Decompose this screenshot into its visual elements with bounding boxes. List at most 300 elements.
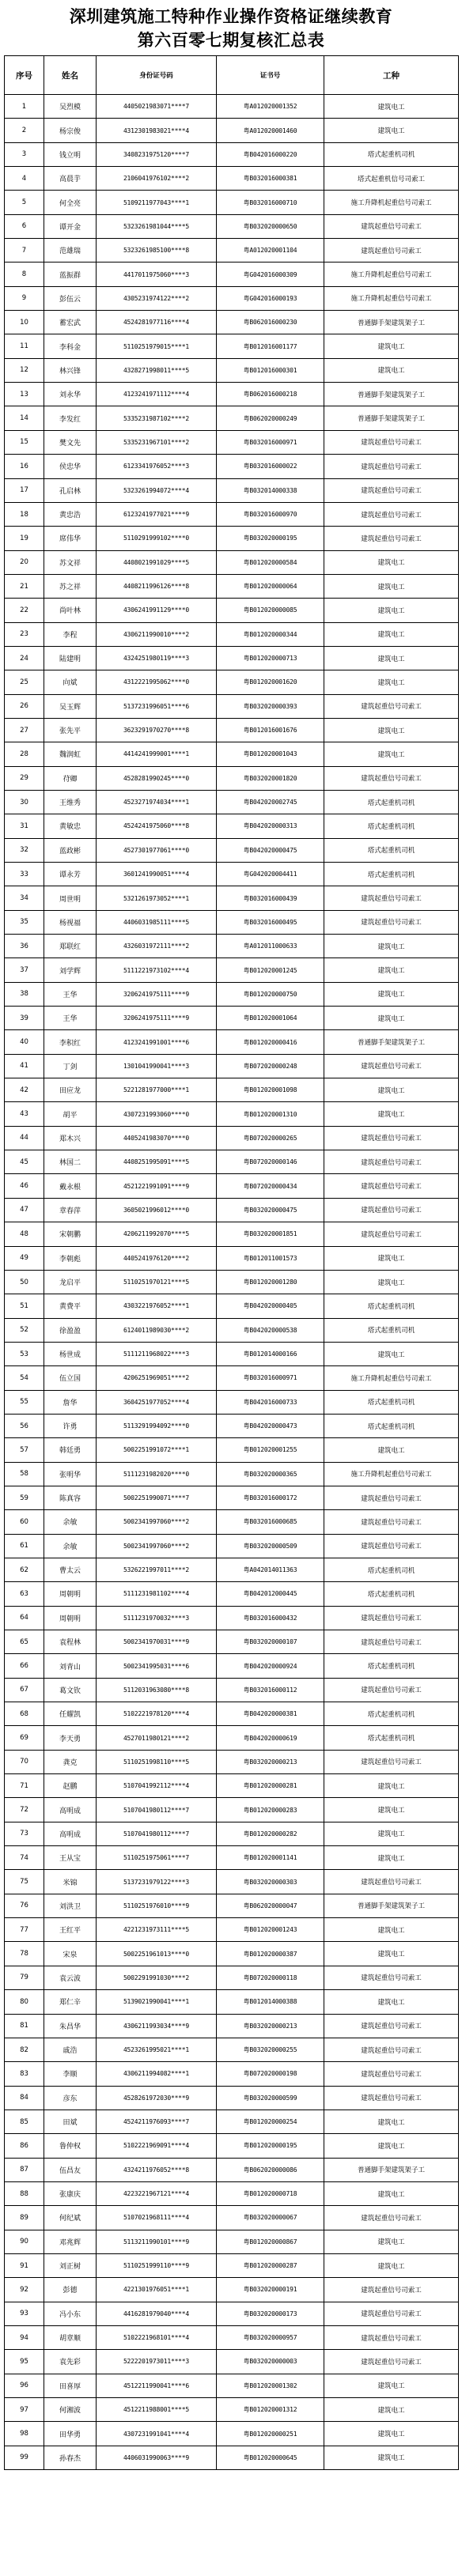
row-serial-number: 95: [5, 2350, 44, 2374]
row-certificate-number: 粤B042020000475: [217, 838, 324, 862]
header-name: 姓名: [44, 56, 97, 95]
row-name: 杨世成: [44, 1342, 97, 1365]
row-name: 李天勇: [44, 1726, 97, 1750]
row-certificate-number: 粤B012020001043: [217, 742, 324, 766]
row-certificate-number: 粤B032020000067: [217, 2206, 324, 2230]
table-row: [5, 2062, 459, 2086]
row-name: 余敏: [44, 1534, 97, 1558]
row-job-type: 建筑起重信号司索工: [324, 1222, 459, 1246]
row-job-type: 建筑电工: [324, 2374, 459, 2397]
table-row: [5, 766, 459, 790]
table-row: [5, 286, 459, 310]
table-row: [5, 430, 459, 454]
row-name: 李发红: [44, 406, 97, 430]
row-id-number: 5111231970032****3: [97, 1606, 217, 1630]
table-row: [5, 1270, 459, 1294]
row-name: 鲁仲权: [44, 2134, 97, 2158]
row-id-number: 5323261994072****4: [97, 478, 217, 502]
row-certificate-number: 粤B012020001280: [217, 1270, 324, 1294]
row-name: 龚克: [44, 1750, 97, 1773]
row-serial-number: 58: [5, 1462, 44, 1486]
row-name: 李程: [44, 622, 97, 646]
row-certificate-number: 粤B032016000112: [217, 1678, 324, 1702]
row-serial-number: 99: [5, 2446, 44, 2469]
row-name: 向斌: [44, 670, 97, 694]
table-row: [5, 2422, 459, 2446]
table-row: [5, 574, 459, 598]
row-serial-number: 51: [5, 1294, 44, 1318]
row-serial-number: 30: [5, 790, 44, 814]
row-certificate-number: 粤B062020000086: [217, 2158, 324, 2181]
row-certificate-number: 粤B032016000970: [217, 502, 324, 526]
row-name: 任耀凯: [44, 1702, 97, 1726]
row-serial-number: 3: [5, 142, 44, 166]
row-job-type: 建筑电工: [324, 1246, 459, 1270]
row-id-number: 4312301983021****4: [97, 119, 217, 142]
row-job-type: 建筑起重信号司索工: [324, 1198, 459, 1222]
row-certificate-number: 粤B072020000118: [217, 1966, 324, 1989]
row-job-type: 塔式起重机司机: [324, 814, 459, 838]
row-name: 许勇: [44, 1414, 97, 1437]
row-job-type: 建筑起重信号司索工: [324, 455, 459, 478]
row-serial-number: 63: [5, 1582, 44, 1606]
row-name: 吴玉辉: [44, 694, 97, 718]
row-job-type: 建筑起重信号司索工: [324, 1606, 459, 1630]
table-row: [5, 1390, 459, 1414]
row-id-number: 4528261972030****9: [97, 2086, 217, 2110]
row-certificate-number: 粤B012020001310: [217, 1102, 324, 1126]
row-job-type: 建筑电工: [324, 622, 459, 646]
table-row: [5, 1318, 459, 1342]
row-serial-number: 42: [5, 1078, 44, 1102]
table-row: [5, 1726, 459, 1750]
row-job-type: 建筑电工: [324, 1942, 459, 1966]
row-serial-number: 36: [5, 935, 44, 958]
row-id-number: 4303221976052****1: [97, 1294, 217, 1318]
table-row: [5, 1414, 459, 1437]
row-id-number: 5109211977043****1: [97, 191, 217, 214]
table-row: [5, 1030, 459, 1054]
row-id-number: 5110251998110****5: [97, 1750, 217, 1773]
row-name: 伍立国: [44, 1366, 97, 1390]
row-certificate-number: 粤B012014000166: [217, 1342, 324, 1365]
row-job-type: 建筑电工: [324, 1798, 459, 1822]
row-certificate-number: 粤B072020000265: [217, 1126, 324, 1150]
row-serial-number: 40: [5, 1030, 44, 1054]
row-certificate-number: 粤B042016000733: [217, 1390, 324, 1414]
row-id-number: 5102221968101****4: [97, 2325, 217, 2349]
table-row: [5, 142, 459, 166]
row-name: 樊文先: [44, 430, 97, 454]
row-id-number: 4528281990245****0: [97, 766, 217, 790]
table-row: [5, 214, 459, 238]
row-id-number: 4523261995021****1: [97, 2038, 217, 2061]
row-serial-number: 76: [5, 1894, 44, 1917]
row-serial-number: 73: [5, 1822, 44, 1845]
row-name: 高明成: [44, 1822, 97, 1845]
row-certificate-number: 粤B012020000287: [217, 2253, 324, 2277]
row-certificate-number: 粤B012020001302: [217, 2374, 324, 2397]
row-id-number: 4324211976052****8: [97, 2158, 217, 2181]
row-job-type: 建筑起重信号司索工: [324, 502, 459, 526]
row-certificate-number: 粤B012016000301: [217, 358, 324, 382]
row-id-number: 6124011989030****2: [97, 1318, 217, 1342]
row-certificate-number: 粤B042020000405: [217, 1294, 324, 1318]
row-job-type: 建筑起重信号司索工: [324, 1534, 459, 1558]
row-serial-number: 2: [5, 119, 44, 142]
row-job-type: 建筑电工: [324, 1918, 459, 1942]
row-name: 彭伍云: [44, 286, 97, 310]
row-certificate-number: 粤B032020000957: [217, 2325, 324, 2349]
row-job-type: 施工升降机起重信号司索工: [324, 1366, 459, 1390]
row-job-type: 建筑起重信号司索工: [324, 1486, 459, 1509]
row-certificate-number: 粤G042020004411: [217, 863, 324, 886]
row-certificate-number: 粤B032016000439: [217, 886, 324, 910]
table-row: [5, 1342, 459, 1365]
row-serial-number: 92: [5, 2278, 44, 2302]
row-job-type: 施工升降机起重信号司索工: [324, 1462, 459, 1486]
row-certificate-number: 粤B042020000619: [217, 1726, 324, 1750]
row-job-type: 塔式起重机司机: [324, 1558, 459, 1581]
row-id-number: 3408231975120****7: [97, 142, 217, 166]
row-job-type: 建筑电工: [324, 742, 459, 766]
row-id-number: 2106041976102****2: [97, 167, 217, 191]
row-serial-number: 65: [5, 1630, 44, 1654]
row-job-type: 建筑电工: [324, 2253, 459, 2277]
row-certificate-number: 粤B062016000218: [217, 383, 324, 406]
row-name: 周朝明: [44, 1606, 97, 1630]
header-id-number: 身份证号码: [97, 56, 217, 95]
row-id-number: 4221301976051****1: [97, 2278, 217, 2302]
row-certificate-number: 粤B012020000283: [217, 1798, 324, 1822]
row-certificate-number: 粤B032020000255: [217, 2038, 324, 2061]
table-row: [5, 1438, 459, 1462]
row-serial-number: 72: [5, 1798, 44, 1822]
row-id-number: 5002341995031****6: [97, 1654, 217, 1678]
row-serial-number: 98: [5, 2422, 44, 2446]
row-name: 刘洪卫: [44, 1894, 97, 1917]
row-certificate-number: 粤B032014000338: [217, 478, 324, 502]
row-certificate-number: 粤B032016000685: [217, 1510, 324, 1534]
row-job-type: 建筑电工: [324, 1438, 459, 1462]
row-id-number: 5112031963080****8: [97, 1678, 217, 1702]
row-certificate-number: 粤B032016000495: [217, 910, 324, 934]
table-row: [5, 383, 459, 406]
row-certificate-number: 粤A012020001460: [217, 119, 324, 142]
row-id-number: 5221281977000****1: [97, 1078, 217, 1102]
table-row: [5, 1294, 459, 1318]
row-certificate-number: 粤B032020000303: [217, 1870, 324, 1894]
row-job-type: 建筑电工: [324, 646, 459, 670]
row-serial-number: 13: [5, 383, 44, 406]
row-certificate-number: 粤B032020000393: [217, 694, 324, 718]
row-id-number: 4521221991091****9: [97, 1174, 217, 1198]
table-row: [5, 1366, 459, 1390]
row-serial-number: 6: [5, 214, 44, 238]
row-certificate-number: 粤B012020000645: [217, 2446, 324, 2469]
row-certificate-number: 粤B032020000195: [217, 527, 324, 550]
table-row: [5, 694, 459, 718]
row-serial-number: 89: [5, 2206, 44, 2230]
row-certificate-number: 粤B012014000388: [217, 1990, 324, 2014]
row-certificate-number: 粤B012016001676: [217, 718, 324, 742]
row-id-number: 4527301977061****0: [97, 838, 217, 862]
row-certificate-number: 粤B042020000313: [217, 814, 324, 838]
table-row: [5, 263, 459, 286]
row-serial-number: 8: [5, 263, 44, 286]
row-job-type: 建筑电工: [324, 334, 459, 358]
row-serial-number: 32: [5, 838, 44, 862]
table-row: [5, 1510, 459, 1534]
row-name: 蓄宏武: [44, 311, 97, 334]
row-serial-number: 85: [5, 2110, 44, 2133]
row-certificate-number: 粤A012020001352: [217, 95, 324, 119]
row-id-number: 4326031972111****2: [97, 935, 217, 958]
row-job-type: 建筑电工: [324, 2422, 459, 2446]
table-row: [5, 838, 459, 862]
row-id-number: 4524211976093****7: [97, 2110, 217, 2133]
table-row: [5, 1486, 459, 1509]
row-id-number: 4123241991001****6: [97, 1030, 217, 1054]
row-name: 朱昌华: [44, 2014, 97, 2038]
table-row: [5, 2374, 459, 2397]
table-row: [5, 1606, 459, 1630]
row-job-type: 建筑电工: [324, 1007, 459, 1030]
row-certificate-number: 粤B062016000230: [217, 311, 324, 334]
row-certificate-number: 粤B012016001177: [217, 334, 324, 358]
row-serial-number: 62: [5, 1558, 44, 1581]
row-certificate-number: 粤B032016000022: [217, 455, 324, 478]
row-name: 林兴锋: [44, 358, 97, 382]
row-serial-number: 41: [5, 1054, 44, 1078]
row-serial-number: 97: [5, 2398, 44, 2422]
row-certificate-number: 粤A012011000633: [217, 935, 324, 958]
row-id-number: 4408251995091****5: [97, 1150, 217, 1174]
row-id-number: 4405241983070****0: [97, 1126, 217, 1150]
row-certificate-number: 粤B012020000251: [217, 2422, 324, 2446]
row-serial-number: 79: [5, 1966, 44, 1989]
table-row: [5, 1798, 459, 1822]
row-serial-number: 22: [5, 599, 44, 622]
row-name: 胡平: [44, 1102, 97, 1126]
row-name: 邓兆辉: [44, 2230, 97, 2253]
row-serial-number: 39: [5, 1007, 44, 1030]
row-job-type: 建筑电工: [324, 1270, 459, 1294]
row-name: 蓝政彬: [44, 838, 97, 862]
row-certificate-number: 粤B032020000191: [217, 2278, 324, 2302]
table-row: [5, 502, 459, 526]
row-serial-number: 60: [5, 1510, 44, 1534]
row-id-number: 4406031990063****9: [97, 2446, 217, 2469]
row-id-number: 4305231974122****2: [97, 286, 217, 310]
row-job-type: 塔式起重机司机: [324, 1726, 459, 1750]
row-serial-number: 94: [5, 2325, 44, 2349]
table-row: [5, 1966, 459, 1989]
row-certificate-number: 粤G042016000309: [217, 263, 324, 286]
table-row: [5, 2086, 459, 2110]
row-name: 戴永根: [44, 1174, 97, 1198]
row-certificate-number: 粤B042020000381: [217, 1702, 324, 1726]
row-job-type: 建筑电工: [324, 2398, 459, 2422]
row-serial-number: 87: [5, 2158, 44, 2181]
table-row: [5, 1918, 459, 1942]
row-certificate-number: 粤B012020000344: [217, 622, 324, 646]
row-job-type: 建筑起重信号司索工: [324, 1870, 459, 1894]
table-header-row: [5, 56, 459, 95]
table-row: [5, 622, 459, 646]
row-job-type: 建筑电工: [324, 574, 459, 598]
table-row: [5, 646, 459, 670]
row-job-type: 建筑电工: [324, 718, 459, 742]
row-id-number: 5110251975061****7: [97, 1846, 217, 1870]
row-name: 田斌: [44, 2110, 97, 2133]
row-name: 苻卿: [44, 766, 97, 790]
row-certificate-number: 粤B032016000710: [217, 191, 324, 214]
row-name: 钱立明: [44, 142, 97, 166]
row-name: 李积红: [44, 1030, 97, 1054]
row-serial-number: 54: [5, 1366, 44, 1390]
table-row: [5, 2134, 459, 2158]
row-certificate-number: 粤B012020000195: [217, 2134, 324, 2158]
row-name: 郑仁辛: [44, 1990, 97, 2014]
row-certificate-number: 粤B032016000172: [217, 1486, 324, 1509]
table-row: [5, 1150, 459, 1174]
row-job-type: 建筑电工: [324, 2181, 459, 2205]
row-name: 宋泉: [44, 1942, 97, 1966]
row-job-type: 塔式起重机司机: [324, 142, 459, 166]
row-id-number: 4406031985111****5: [97, 910, 217, 934]
table-row: [5, 1222, 459, 1246]
table-row: [5, 167, 459, 191]
row-serial-number: 67: [5, 1678, 44, 1702]
row-job-type: 建筑起重信号司索工: [324, 886, 459, 910]
row-serial-number: 55: [5, 1390, 44, 1414]
row-serial-number: 83: [5, 2062, 44, 2086]
row-certificate-number: 粤B072020000434: [217, 1174, 324, 1198]
row-certificate-number: 粤B012020001064: [217, 1007, 324, 1030]
row-serial-number: 75: [5, 1870, 44, 1894]
table-row: [5, 1126, 459, 1150]
row-id-number: 5335231987102****2: [97, 406, 217, 430]
row-certificate-number: 粤B042012000445: [217, 1582, 324, 1606]
row-name: 米锦: [44, 1870, 97, 1894]
table-row: [5, 478, 459, 502]
row-name: 王华: [44, 1007, 97, 1030]
row-serial-number: 80: [5, 1990, 44, 2014]
row-id-number: 4405241976120****2: [97, 1246, 217, 1270]
row-serial-number: 43: [5, 1102, 44, 1126]
row-job-type: 建筑起重信号司索工: [324, 2206, 459, 2230]
table-row: [5, 358, 459, 382]
row-name: 葛文钦: [44, 1678, 97, 1702]
row-name: 杨视福: [44, 910, 97, 934]
table-row: [5, 1198, 459, 1222]
table-row: [5, 982, 459, 1006]
row-serial-number: 93: [5, 2302, 44, 2325]
row-name: 何湘波: [44, 2398, 97, 2422]
table-row: [5, 2158, 459, 2181]
row-name: 蓝振群: [44, 263, 97, 286]
row-id-number: 5139021990041****1: [97, 1990, 217, 2014]
row-id-number: 5102221978120****4: [97, 1702, 217, 1726]
row-name: 曹太云: [44, 1558, 97, 1581]
header-serial-number: 序号: [5, 56, 44, 95]
row-serial-number: 82: [5, 2038, 44, 2061]
table-row: [5, 1822, 459, 1845]
row-certificate-number: 粤B012020001098: [217, 1078, 324, 1102]
row-id-number: 4524241975060****8: [97, 814, 217, 838]
row-job-type: 建筑起重信号司索工: [324, 2325, 459, 2349]
row-name: 刘永华: [44, 383, 97, 406]
row-certificate-number: 粤B032020000509: [217, 1534, 324, 1558]
row-job-type: 塔式起重机司机: [324, 790, 459, 814]
row-certificate-number: 粤B032020000173: [217, 2302, 324, 2325]
row-id-number: 5107041980112****7: [97, 1798, 217, 1822]
row-name: 伍昌友: [44, 2158, 97, 2181]
row-certificate-number: 粤B012020001243: [217, 1918, 324, 1942]
row-id-number: 5107041980112****7: [97, 1822, 217, 1845]
row-certificate-number: 粤B032020000475: [217, 1198, 324, 1222]
row-id-number: 5107041992112****4: [97, 1774, 217, 1798]
row-certificate-number: 粤B012020000713: [217, 646, 324, 670]
row-id-number: 5110251970121****5: [97, 1270, 217, 1294]
row-id-number: 5107021968111****4: [97, 2206, 217, 2230]
row-job-type: 建筑电工: [324, 358, 459, 382]
row-job-type: 建筑起重信号司索工: [324, 2038, 459, 2061]
row-id-number: 4123241971112****4: [97, 383, 217, 406]
table-row: [5, 1462, 459, 1486]
row-name: 戚浩: [44, 2038, 97, 2061]
row-id-number: 5113211990101****9: [97, 2230, 217, 2253]
row-serial-number: 9: [5, 286, 44, 310]
row-id-number: 4328271998011****5: [97, 358, 217, 382]
row-id-number: 5323261981044****5: [97, 214, 217, 238]
row-name: 宋朝鹏: [44, 1222, 97, 1246]
row-certificate-number: 粤B012020000750: [217, 982, 324, 1006]
row-job-type: 建筑起重信号司索工: [324, 2302, 459, 2325]
row-name: 席伟华: [44, 527, 97, 550]
row-serial-number: 17: [5, 478, 44, 502]
row-certificate-number: 粤B032020000599: [217, 2086, 324, 2110]
row-name: 袁云波: [44, 1966, 97, 1989]
table-row: [5, 742, 459, 766]
table-row: [5, 863, 459, 886]
row-id-number: 4414241999001****1: [97, 742, 217, 766]
row-job-type: 建筑起重信号司索工: [324, 1630, 459, 1654]
row-certificate-number: 粤B012020000281: [217, 1774, 324, 1798]
row-id-number: 3605021996012****0: [97, 1198, 217, 1222]
table-row: [5, 334, 459, 358]
row-certificate-number: 粤B012020000085: [217, 599, 324, 622]
row-id-number: 5323261985100****8: [97, 239, 217, 263]
row-name: 王华: [44, 982, 97, 1006]
row-job-type: 普通脚手架建筑架子工: [324, 311, 459, 334]
row-serial-number: 14: [5, 406, 44, 430]
row-id-number: 5002341997060****2: [97, 1534, 217, 1558]
table-row: [5, 1534, 459, 1558]
row-certificate-number: 粤B032020001820: [217, 766, 324, 790]
row-id-number: 3604251977052****4: [97, 1390, 217, 1414]
row-serial-number: 21: [5, 574, 44, 598]
row-certificate-number: 粤B012020000064: [217, 574, 324, 598]
row-id-number: 3601241990051****4: [97, 863, 217, 886]
row-serial-number: 29: [5, 766, 44, 790]
row-id-number: 6123341976052****3: [97, 455, 217, 478]
row-job-type: 建筑起重信号司索工: [324, 1966, 459, 1989]
table-row: [5, 2181, 459, 2205]
row-job-type: 建筑起重信号司索工: [324, 1126, 459, 1150]
row-serial-number: 49: [5, 1246, 44, 1270]
